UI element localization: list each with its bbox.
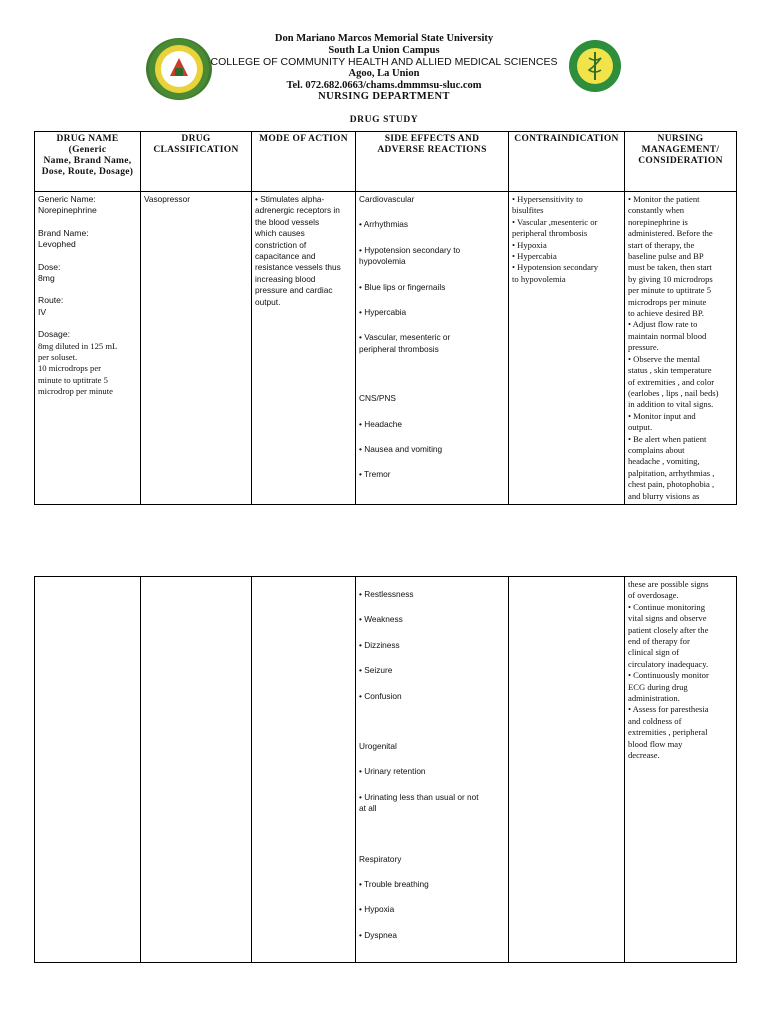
location: Agoo, La Union [348,68,420,79]
side-effects-cell: Cardiovascular • Arrhythmias • Hypotension secondary to hypovolemia • Blue lips or fingernails • Hypercabia • Vascular, mesenteric or peripheral thrombosis CNS/PNS • Headache • Nausea and vomiting • Tremor [356,192,509,505]
contact-line: Tel. 072.682.0663/chams.dmmmsu-sluc.com [286,80,482,91]
header-contraindication: CONTRAINDICATION [509,132,625,192]
side-effects-cell-continued: • Restlessness • Weakness • Dizziness • Seizure • Confusion Urogenital • Urinary retention • Urinating less than usual or not at all Respiratory • Trouble breathing • Hypoxia • Dyspnea [356,577,509,963]
header-side-effects: SIDE EFFECTS AND ADVERSE REACTIONS [356,132,509,192]
drug-study-table-continued [34,576,737,963]
contraindication-cell: • Hypersensitivity to bisulfites • Vascular ,mesenteric or peripheral thrombosis • Hypoxia • Hypercabia • Hypotension secondary to hypovolemia [509,192,625,505]
header-classification: DRUG CLASSIFICATION [141,132,252,192]
table-header-row [35,132,737,192]
campus-name: South La Union Campus [328,45,440,56]
header-nursing: NURSING MANAGEMENT/ CONSIDERATION [625,132,737,192]
header-mode-of-action: MODE OF ACTION [252,132,356,192]
university-name: Don Mariano Marcos Memorial State University [274,33,494,44]
drug-name-cell: Generic Name: Norepinephrine Brand Name: Levophed Dose: 8mg Route: IV Dosage: 8mg diluted in 125 mL per soluset. 10 microdrops per minute to uptitrate 5 microdrop per minute [35,192,141,505]
header-drug-name: DRUG NAME (Generic Name, Brand Name, Dose, Route, Dosage) [35,132,141,192]
college-name: COLLEGE OF COMMUNITY HEALTH AND ALLIED MEDICAL SCIENCES [210,56,558,68]
mode-of-action-cell: • Stimulates alpha- adrenergic receptors in the blood vessels which causes constriction of capacitance and resistance vessels thus increasing blood pressure and cardiac output. [252,192,356,505]
drug-name-cell-continued [35,577,141,963]
document-title: DRUG STUDY [349,115,419,125]
mode-of-action-cell-continued [252,577,356,963]
table-row [35,192,737,505]
department-name: NURSING DEPARTMENT [318,91,450,102]
contraindication-cell-continued [509,577,625,963]
table-row [35,577,737,963]
nursing-cell-continued: these are possible signs of overdosage. • Continue monitoring vital signs and observe patient closely after the end of therapy for clinical sign of circulatory inadequacy. • Continuously monitor ECG during drug administration. • Assess for paresthesia and coldness of extremities , peripheral blood flow may decrease. [625,577,737,963]
classification-cell: Vasopressor [141,192,252,505]
drug-study-table [34,131,737,505]
classification-cell-continued [141,577,252,963]
nursing-cell: • Monitor the patient constantly when norepinephrine is administered. Before the start of therapy, the baseline pulse and BP must be taken, then start by giving 10 microdrops per minute to uptitrate 5 microdrops per minute to achieve desired BP. • Adjust flow rate to maintain normal blood pressure. • Observe the mental status , skin temperature of extremities , and color (earlobes , lips , nail beds) in addition to vital signs. • Monitor input and output. • Be alert when patient complains about headache , vomiting, palpitation, arrhythmias , chest pain, photophobia , and blurry visions as [625,192,737,505]
